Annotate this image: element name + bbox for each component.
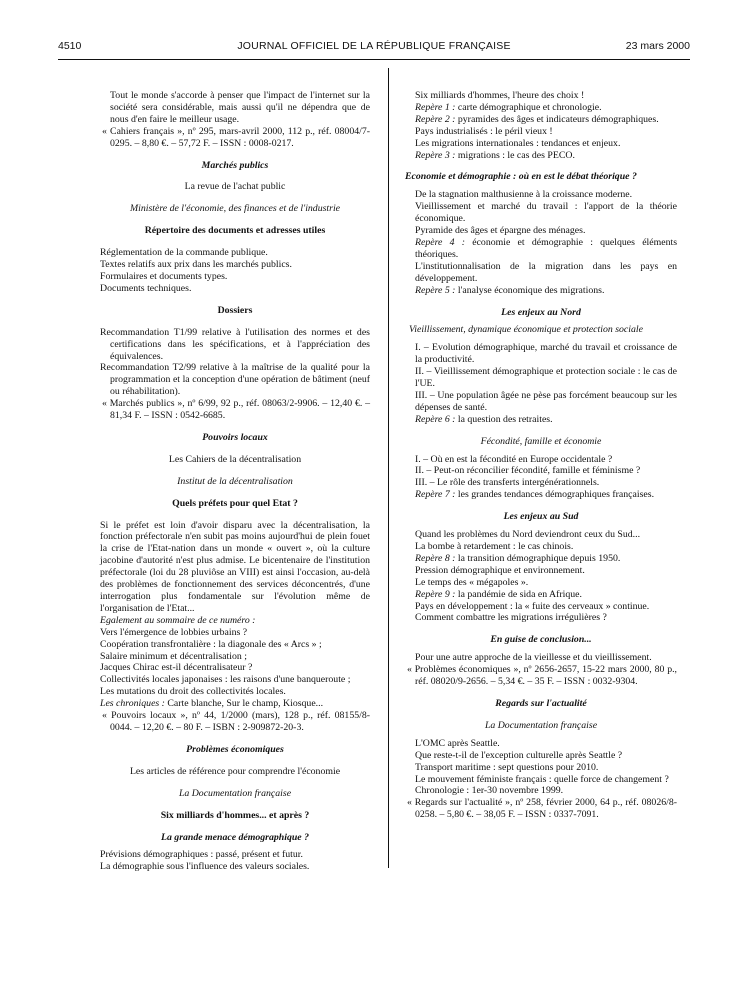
page-number: 4510 xyxy=(58,40,82,52)
repere-label: Repère 4 : xyxy=(415,236,465,248)
repere-line xyxy=(405,102,677,114)
problemes-subtitle: Les articles de référence pour comprendre l'économie xyxy=(129,765,341,777)
list-item: Pression démographique et environnement. xyxy=(415,564,585,576)
section-title-pouvoirs: Pouvoirs locaux xyxy=(202,431,268,443)
menace-item: La démographie sous l'influence des valeurs sociales. xyxy=(100,861,310,873)
chroniques-text: Carte blanche, Sur le champ, Kiosque... xyxy=(164,698,324,710)
repere-label: Repère 6 : xyxy=(415,413,456,425)
prefets-title: Quels préfets pour quel Etat ? xyxy=(172,497,298,509)
list-item: Que reste-t-il de l'exception culturelle après Seattle ? xyxy=(415,749,623,761)
repertoire-item: Réglementation de la commande publique. xyxy=(100,247,268,259)
list-item: L'OMC après Seattle. xyxy=(415,737,500,749)
egalement-item: Jacques Chirac est-il décentralisateur ? xyxy=(100,662,253,674)
intro-paragraph: Tout le monde s'accorde à penser que l'impact de l'internet sur la société sera considérable, mais aussi qu'il ne dépendra que de nous d'en faire le meilleur usage. xyxy=(110,90,370,125)
regards-title: Regards sur l'actualité xyxy=(495,697,587,709)
regards-publisher: La Documentation française xyxy=(484,719,598,731)
list-item: I. – Où en est la fécondité en Europe occidentale ? xyxy=(415,453,613,465)
repere-text: les grandes tendances démographiques françaises. xyxy=(455,489,655,501)
nord-subtitle: Vieillissement, dynamique économique et protection sociale xyxy=(409,324,643,336)
reference-regards: « Regards sur l'actualité », nº 258, février 2000, 64 p., réf. 08026/8-0258. – 5,80 €. – 38,05 F. – ISSN : 0337-7091. xyxy=(407,797,677,821)
right-column xyxy=(405,90,677,821)
egalement-item: Vers l'émergence de lobbies urbains ? xyxy=(100,626,248,638)
section-title-marches: Marchés publics xyxy=(201,159,269,171)
left-column xyxy=(100,90,370,873)
list-item: Quand les problèmes du Nord deviendront ceux du Sud... xyxy=(415,529,641,541)
marches-subtitle: La revue de l'achat public xyxy=(184,181,286,193)
pouvoirs-institute: Institut de la décentralisation xyxy=(177,475,293,487)
repere-label: Repère 5 : xyxy=(415,284,456,296)
repere-text: pyramides des âges et indicateurs démographiques. xyxy=(455,113,659,125)
pouvoirs-subtitle: Les Cahiers de la décentralisation xyxy=(168,453,302,465)
menace-title: La grande menace démographique ? xyxy=(160,831,310,843)
repere-text: la transition démographique depuis 1950. xyxy=(455,552,621,564)
repere-line xyxy=(405,553,677,565)
repere-text: migrations : le cas des PECO. xyxy=(455,149,575,161)
list-item: Vieillissement et marché du travail : l'apport de la théorie économique. xyxy=(415,201,677,225)
problemes-publisher: La Documentation française xyxy=(178,787,292,799)
list-item: Le mouvement féministe français : quelle force de changement ? xyxy=(415,773,669,785)
header-rule xyxy=(58,59,690,60)
conclusion-title: En guise de conclusion... xyxy=(490,634,592,646)
list-item: I. – Evolution démographique, marché du travail et croissance de la productivité. xyxy=(415,342,677,366)
list-item: Pays industrialisés : le péril vieux ! xyxy=(415,125,553,137)
repere-label: Repère 1 : xyxy=(415,101,456,113)
dossier-item: Recommandation T2/99 relative à la maîtrise de la qualité pour la programmation et la conception d'une opération de bâtiment (neuf ou réhabilitation). xyxy=(100,362,370,398)
issue-date: 23 mars 2000 xyxy=(625,40,690,52)
reference-problemes: « Problèmes économiques », nº 2656-2657, 15-22 mars 2000, 80 p., réf. 08020/9-2656. – 5,34 €. – 35 F. – ISSN : 0032-9304. xyxy=(407,664,677,688)
repere-label: Repère 3 : xyxy=(415,149,456,161)
egalement-item: Coopération transfrontalière : la diagonale des « Arcs » ; xyxy=(100,638,322,650)
repertoire-item: Documents techniques. xyxy=(100,282,192,294)
repere-line xyxy=(405,489,677,501)
list-item: Pyramide des âges et épargne des ménages. xyxy=(415,225,586,237)
list-item: De la stagnation malthusienne à la croissance moderne. xyxy=(415,189,633,201)
repere-line xyxy=(405,589,677,601)
repertoire-item: Textes relatifs aux prix dans les marchés publics. xyxy=(100,259,292,271)
fecondite-title: Fécondité, famille et économie xyxy=(480,435,602,447)
nord-title: Les enjeux au Nord xyxy=(501,306,581,318)
list-item: II. – Peut-on réconcilier fécondité, famille et féminisme ? xyxy=(415,465,641,477)
menace-item: Prévisions démographiques : passé, présent et futur. xyxy=(100,849,303,861)
list-item: II. – Vieillissement démographique et protection sociale : le cas de l'UE. xyxy=(415,366,677,390)
six-milliards-title: Six milliards d'hommes... et après ? xyxy=(160,809,310,821)
reference-pouvoirs: « Pouvoirs locaux », nº 44, 1/2000 (mars), 128 p., réf. 08155/8-0044. – 12,20 €. – 80 F. – ISBN : 2-909872-20-3. xyxy=(102,710,370,733)
repere-label: Repère 9 : xyxy=(415,588,456,600)
reference-marches: « Marchés publics », nº 6/99, 92 p., réf. 08063/2-9906. – 12,40 €. – 81,34 F. – ISSN : 0542-6685. xyxy=(102,398,370,422)
egalement-item: Salaire minimum et décentralisation ; xyxy=(100,650,247,662)
list-item: Transport maritime : sept questions pour 2010. xyxy=(415,761,599,773)
dossiers-title: Dossiers xyxy=(217,304,253,316)
repere-label: Repère 2 : xyxy=(415,113,456,125)
six-milliards-item: Six milliards d'hommes, l'heure des choix ! xyxy=(415,90,585,101)
egalement-item: Collectivités locales japonaises : les raisons d'une banqueroute ; xyxy=(100,674,351,686)
repere-label: Repère 8 : xyxy=(415,552,456,564)
list-item: Les migrations internationales : tendances et enjeux. xyxy=(415,137,621,149)
repere-line xyxy=(405,285,677,297)
repere-line xyxy=(405,414,677,426)
repere-text: la pandémie de sida en Afrique. xyxy=(455,588,582,600)
chroniques-label: Les chroniques : xyxy=(100,698,165,710)
prefets-text: Si le préfet est loin d'avoir disparu avec la décentralisation, la fonction préfectorale n'en subit pas moins aujourd'hui de plein fouet la crise de l'Etat-nation dans un monde « ouvert », où la culture jacobine d'autorité n'est plus admise. Le bicentenaire de l'institution préfectorale (loi du 28 pluviôse an VIII) est ainsi l'occasion, au-delà des problèmes de fonctionnement des services déconcentrés, d'une interrogation plus fondamentale sur l'évolution même de l'organisation de l'Etat... xyxy=(100,519,370,614)
journal-title: JOURNAL OFFICIEL DE LA RÉPUBLIQUE FRANÇAISE xyxy=(237,40,511,52)
repertoire-title: Répertoire des documents et adresses utiles xyxy=(144,225,326,237)
list-item: Le temps des « mégapoles ». xyxy=(415,576,529,588)
list-item: III. – Une population âgée ne pèse pas forcément beaucoup sur les dépenses de santé. xyxy=(415,389,677,413)
eco-demo-title: Economie et démographie : où en est le débat théorique ? xyxy=(405,171,637,183)
section-title-problemes: Problèmes économiques xyxy=(186,743,284,755)
repere-line xyxy=(405,150,677,162)
column-divider xyxy=(388,68,389,868)
page-header xyxy=(58,40,690,56)
reference-cahiers: « Cahiers français », nº 295, mars-avril 2000, 112 p., réf. 08004/7-0295. – 8,80 €. – 57,72 F. – ISSN : 0008-0217. xyxy=(102,125,370,149)
conclusion-text: Pour une autre approche de la vieillesse et du vieillissement. xyxy=(415,652,652,664)
list-item: Comment combattre les migrations irrégulières ? xyxy=(415,612,607,624)
marches-ministry: Ministère de l'économie, des finances et de l'industrie xyxy=(129,203,341,215)
list-item: Pays en développement : la « fuite des cerveaux » continue. xyxy=(415,600,650,612)
repere-line xyxy=(405,114,677,126)
repertoire-item: Formulaires et documents types. xyxy=(100,270,228,282)
list-item: L'institutionnalisation de la migration dans les pays en développement. xyxy=(415,260,677,284)
repere-line xyxy=(405,237,677,261)
repere-text: économie et démographie : quelques éléments théoriques. xyxy=(415,236,678,260)
list-item: La bombe à retardement : le cas chinois. xyxy=(415,541,574,552)
dossier-item: Recommandation T1/99 relative à l'utilisation des normes et des certifications dans les spécifications, et à l'appréciation des équivalences. xyxy=(100,326,370,362)
list-item: Chronologie : 1er-30 novembre 1999. xyxy=(415,785,564,797)
repere-text: la question des retraites. xyxy=(455,413,553,425)
chroniques-line xyxy=(100,698,370,710)
egalement-label: Egalement au sommaire de ce numéro : xyxy=(100,614,256,626)
egalement-item: Les mutations du droit des collectivités locales. xyxy=(100,686,286,698)
repere-text: carte démographique et chronologie. xyxy=(455,101,602,113)
list-item: III. – Le rôle des transferts intergénérationnels. xyxy=(415,477,600,489)
repere-label: Repère 7 : xyxy=(415,489,456,501)
repere-text: l'analyse économique des migrations. xyxy=(455,284,605,296)
sud-title: Les enjeux au Sud xyxy=(503,511,579,523)
